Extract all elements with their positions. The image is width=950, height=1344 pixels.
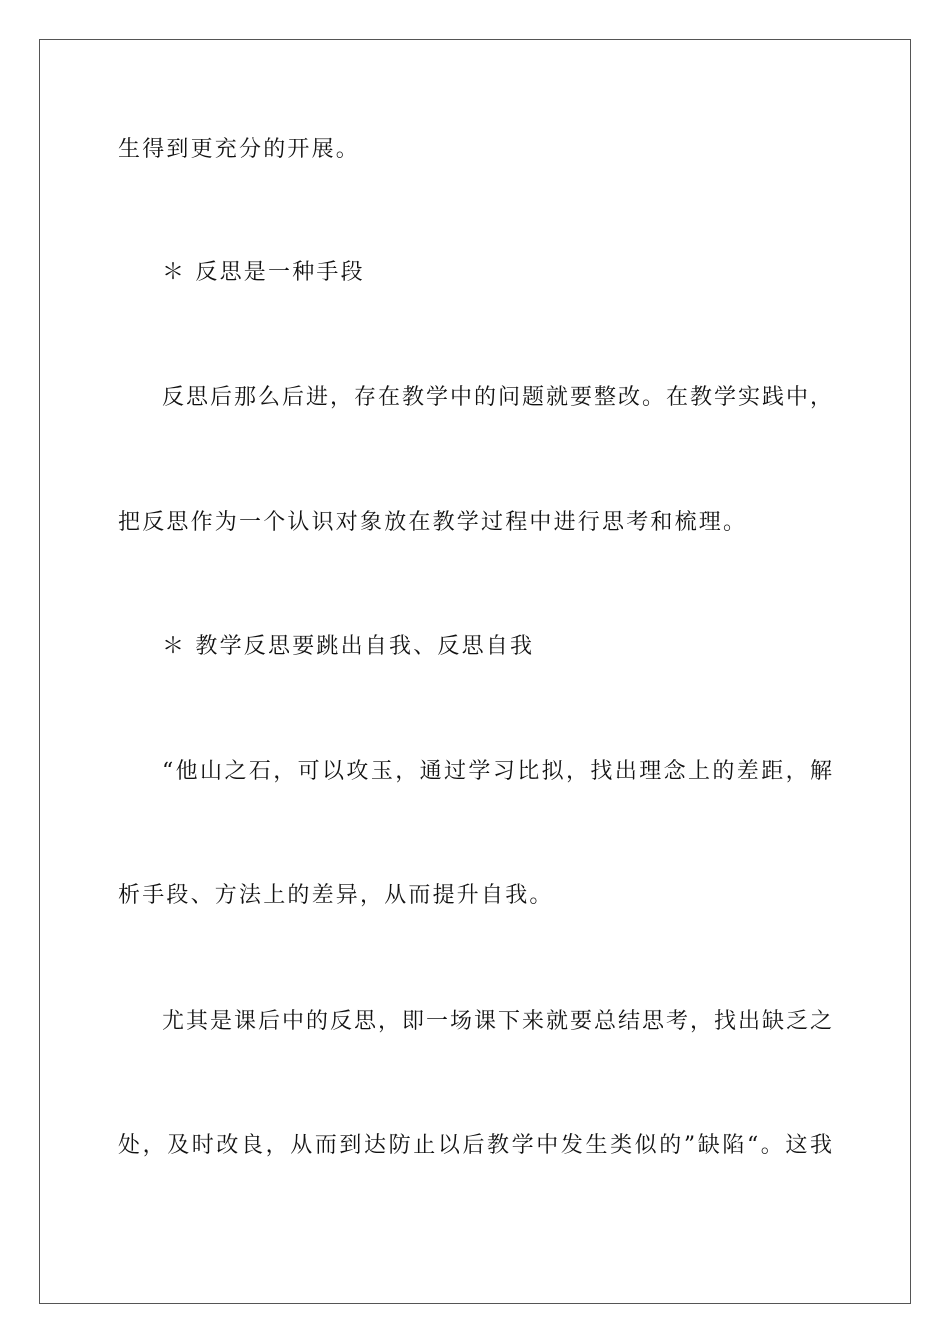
paragraph-line: 处，及时改良，从而到达防止以后教学中发生类似的”缺陷“。这我 [118, 1133, 832, 1158]
paragraph-line: 生得到更充分的开展。 [118, 137, 361, 162]
paragraph-line: 反思后那么后进，存在教学中的问题就要整改。在教学实践中， [162, 385, 832, 410]
page-frame [39, 39, 911, 1304]
paragraph-line: 把反思作为一个认识对象放在教学过程中进行思考和梳理。 [118, 510, 748, 535]
paragraph-line: “他山之石，可以攻玉，通过学习比拟，找出理念上的差距，解 [162, 759, 832, 784]
section-heading: ＊ 反思是一种手段 [162, 260, 365, 285]
section-heading: ＊ 教学反思要跳出自我、反思自我 [162, 634, 535, 659]
paragraph-line: 析手段、方法上的差异，从而提升自我。 [118, 883, 554, 908]
paragraph-line: 尤其是课后中的反思，即一场课下来就要总结思考，找出缺乏之 [162, 1009, 832, 1034]
